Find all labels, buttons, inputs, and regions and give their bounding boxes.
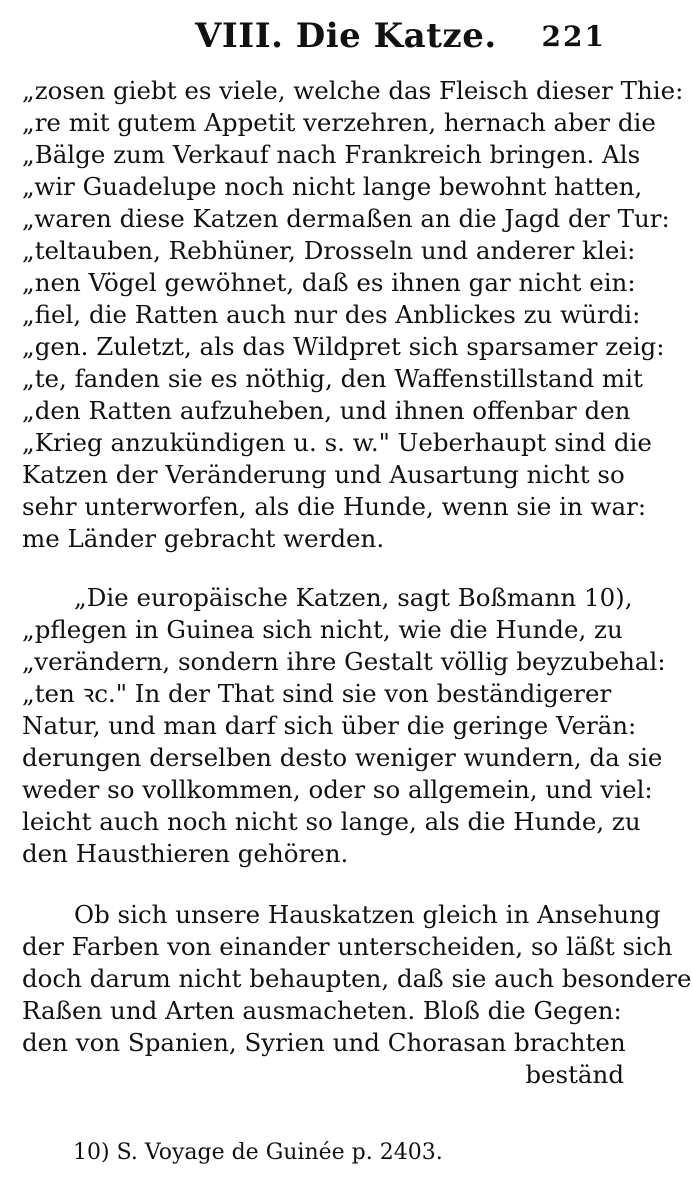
text-line: den Hausthieren gehören. [22, 839, 349, 868]
footnote: 10) S. Voyage de Guinée p. 2403. [73, 1140, 443, 1165]
text-line: Ob sich unsere Hauskatzen gleich in Ansehung [74, 900, 661, 929]
paragraph-3 [22, 899, 692, 1091]
page-number: 221 [541, 20, 606, 53]
text-line: „nen Vögel gewöhnet, daß es ihnen gar nicht ein: [22, 268, 636, 297]
text-line: „Die europäische Katzen, sagt Boßmann 10), [74, 583, 633, 612]
text-line: „zosen giebt es viele, welche das Fleisch dieser Thie: [22, 76, 684, 105]
paragraph-spacer [22, 870, 624, 899]
text-line: „wir Guadelupe noch nicht lange bewohnt hatten, [22, 172, 643, 201]
text-line: me Länder gebracht werden. [22, 524, 385, 553]
chapter-title: VIII. Die Katze. [195, 16, 497, 56]
text-line: „gen. Zuletzt, als das Wildpret sich sparsamer zeig: [22, 332, 665, 361]
text-line: den von Spanien, Syrien und Chorasan brachten [22, 1028, 626, 1057]
text-line: Katzen der Veränderung und Ausartung nicht so [22, 460, 625, 489]
text-line: weder so vollkommen, oder so allgemein, und viel: [22, 775, 653, 804]
page-body [22, 75, 692, 1091]
text-line: derungen derselben desto weniger wundern, da sie [22, 743, 663, 772]
text-line: der Farben von einander unterscheiden, so läßt sich [22, 932, 673, 961]
text-line: „den Ratten aufzuheben, und ihnen offenbar den [22, 396, 631, 425]
paragraph-1 [22, 75, 684, 555]
text-line: „verändern, sondern ihre Gestalt völlig beyzubehal: [22, 647, 666, 676]
text-line: sehr unterworfen, als die Hunde, wenn sie in war: [22, 492, 647, 521]
text-line: Raßen und Arten ausmacheten. Bloß die Gegen: [22, 996, 622, 1025]
text-line: „teltauben, Rebhüner, Drosseln und anderer klei: [22, 236, 636, 265]
paragraph-spacer [22, 555, 624, 582]
text-line: Natur, und man darf sich über die geringe Verän: [22, 711, 637, 740]
catchword: beständ [525, 1060, 624, 1089]
text-line: „Krieg anzukündigen u. s. w." Ueberhaupt sind die [22, 428, 652, 457]
text-line: leicht auch noch nicht so lange, als die Hunde, zu [22, 807, 641, 836]
running-header [0, 14, 644, 58]
paragraph-2 [22, 582, 666, 870]
text-line: „waren diese Katzen dermaßen an die Jagd der Tur: [22, 204, 670, 233]
text-line: „Bälge zum Verkauf nach Frankreich bringen. Als [22, 140, 641, 169]
text-line: „fiel, die Ratten auch nur des Anblickes zu würdi: [22, 300, 641, 329]
text-line: „ten ꝛc." In der That sind sie von beständigerer [22, 679, 612, 708]
text-line: doch darum nicht behaupten, daß sie auch besondere [22, 964, 692, 993]
text-line: „pflegen in Guinea sich nicht, wie die Hunde, zu [22, 615, 623, 644]
text-line: „te, fanden sie es nöthig, den Waffenstillstand mit [22, 364, 643, 393]
text-line: „re mit gutem Appetit verzehren, hernach aber die [22, 108, 656, 137]
